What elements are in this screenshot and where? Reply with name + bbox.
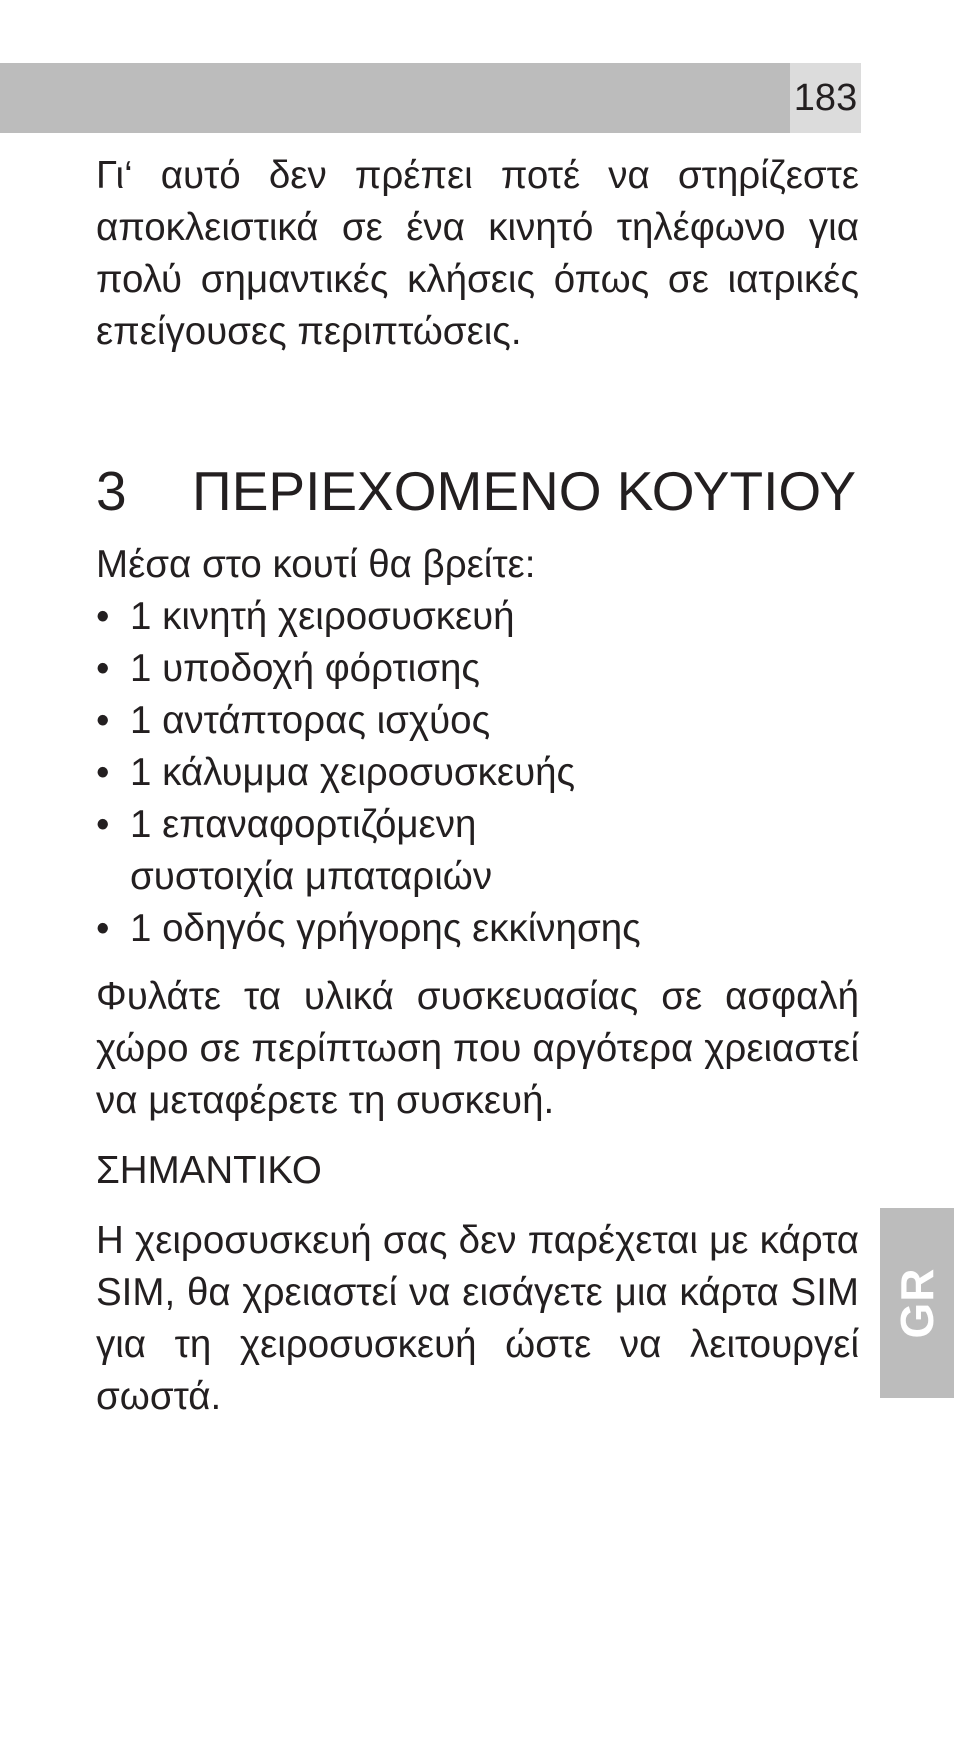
list-item: • 1 οδηγός γρήγορης εκκίνησης bbox=[96, 903, 859, 955]
important-heading: ΣΗΜΑΝΤΙΚΟ bbox=[96, 1149, 322, 1192]
list-item: • 1 υποδοχή φόρτισης bbox=[96, 643, 859, 695]
page-number: 183 bbox=[790, 63, 861, 133]
list-intro: Μέσα στο κουτί θα βρείτε: bbox=[96, 543, 536, 586]
list-item: • 1 επαναφορτιζόμενη συστοιχία μπαταριών bbox=[96, 799, 570, 903]
section-title: ΠΕΡΙΕΧΟΜΕΝΟ ΚΟΥΤΙΟΥ bbox=[192, 460, 857, 522]
language-tab-label: GR bbox=[891, 1267, 943, 1339]
section-heading bbox=[96, 455, 859, 527]
page-content bbox=[96, 150, 859, 1423]
list-item: • 1 κινητή χειροσυσκευή bbox=[96, 591, 859, 643]
list-item: • 1 αντάπτορας ισχύος bbox=[96, 695, 859, 747]
section-number: 3 bbox=[96, 460, 127, 522]
intro-paragraph: Γι‘ αυτό δεν πρέπει ποτέ να στηρίζεστε αποκλειστικά σε ένα κινητό τηλέφωνο για πολύ σημαντικές κλήσεις όπως σε ιατρικές επείγουσες περιπτώσεις. bbox=[96, 154, 859, 353]
important-paragraph: Η χειροσυσκευή σας δεν παρέχεται με κάρτα SIM, θα χρειαστεί να εισάγετε μια κάρτα SIM για τη χειροσυσκευή ώστε να λειτουργεί σωστά. bbox=[96, 1219, 859, 1418]
language-tab bbox=[880, 1208, 954, 1398]
list-item: • 1 κάλυμμα χειροσυσκευής bbox=[96, 747, 859, 799]
packaging-paragraph: Φυλάτε τα υλικά συσκευασίας σε ασφαλή χώρο σε περίπτωση που αργότερα χρειαστεί να μεταφέρετε τη συσκευή. bbox=[96, 975, 859, 1122]
box-contents-list bbox=[96, 591, 859, 955]
header-bar bbox=[0, 63, 790, 133]
